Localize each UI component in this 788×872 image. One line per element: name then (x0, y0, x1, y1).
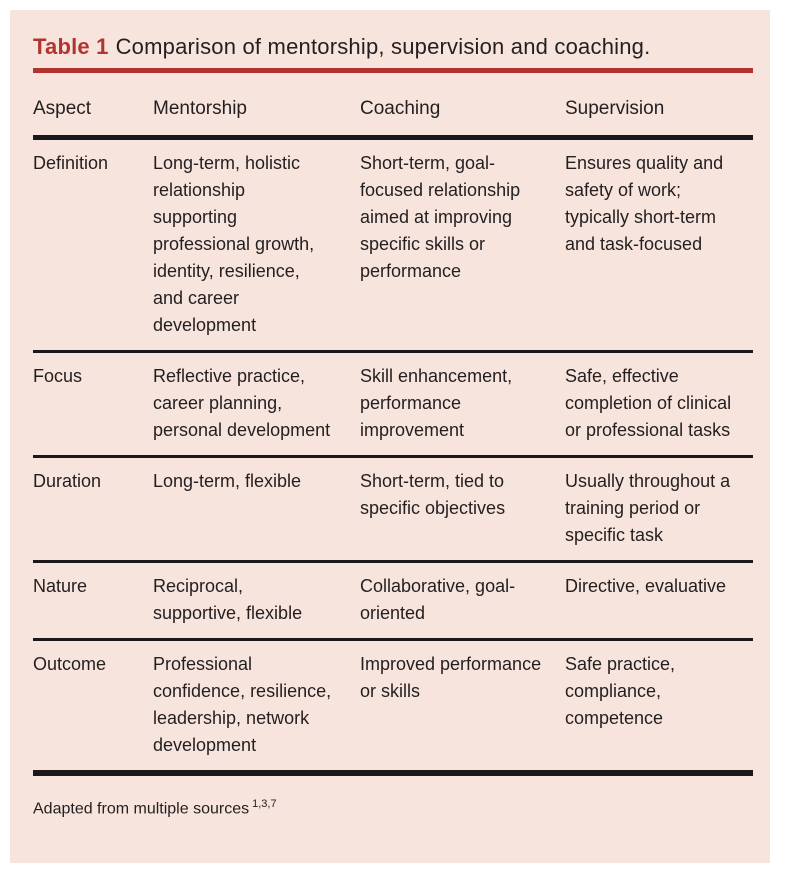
cell-aspect: Focus (33, 352, 153, 457)
cell-coaching: Collaborative, goal-oriented (360, 562, 565, 640)
table-title: Comparison of mentorship, supervision and coaching. (115, 34, 651, 59)
cell-supervision: Safe, effective completion of clinical or professional tasks (565, 352, 753, 457)
cell-mentorship: Reflective practice, career planning, personal development (153, 352, 360, 457)
cell-mentorship: Professional confidence, resilience, leadership, network development (153, 640, 360, 774)
cell-mentorship: Reciprocal, supportive, flexible (153, 562, 360, 640)
table-footnote (33, 794, 753, 819)
cell-aspect: Definition (33, 138, 153, 352)
column-header-row (33, 95, 753, 138)
cell-aspect: Nature (33, 562, 153, 640)
cell-coaching: Short-term, tied to specific objectives (360, 457, 565, 562)
column-header-aspect: Aspect (33, 95, 153, 138)
table-caption (33, 32, 753, 62)
cell-aspect: Duration (33, 457, 153, 562)
cell-aspect: Outcome (33, 640, 153, 774)
cell-coaching: Short-term, goal-focused relationship aimed at improving specific skills or performance (360, 138, 565, 352)
table-row-focus (33, 352, 753, 457)
column-header-coaching: Coaching (360, 95, 565, 138)
column-header-supervision: Supervision (565, 95, 753, 138)
column-header-mentorship: Mentorship (153, 95, 360, 138)
table-row-outcome (33, 640, 753, 774)
comparison-table (33, 95, 753, 776)
caption-underline-rule (33, 68, 753, 73)
cell-coaching: Improved performance or skills (360, 640, 565, 774)
table-number-label: Table 1 (33, 34, 109, 59)
footnote-reference-numbers: 1,3,7 (252, 798, 277, 810)
cell-supervision: Usually throughout a training period or specific task (565, 457, 753, 562)
cell-coaching: Skill enhancement, performance improvement (360, 352, 565, 457)
table-panel (10, 10, 770, 863)
cell-supervision: Directive, evaluative (565, 562, 753, 640)
table-row-nature (33, 562, 753, 640)
table-row-definition (33, 138, 753, 352)
cell-supervision: Safe practice, compliance, competence (565, 640, 753, 774)
cell-supervision: Ensures quality and safety of work; typically short-term and task-focused (565, 138, 753, 352)
cell-mentorship: Long-term, holistic relationship supporting professional growth, identity, resilience, and career development (153, 138, 360, 352)
table-row-duration (33, 457, 753, 562)
footnote-text: Adapted from multiple sources (33, 800, 250, 818)
cell-mentorship: Long-term, flexible (153, 457, 360, 562)
